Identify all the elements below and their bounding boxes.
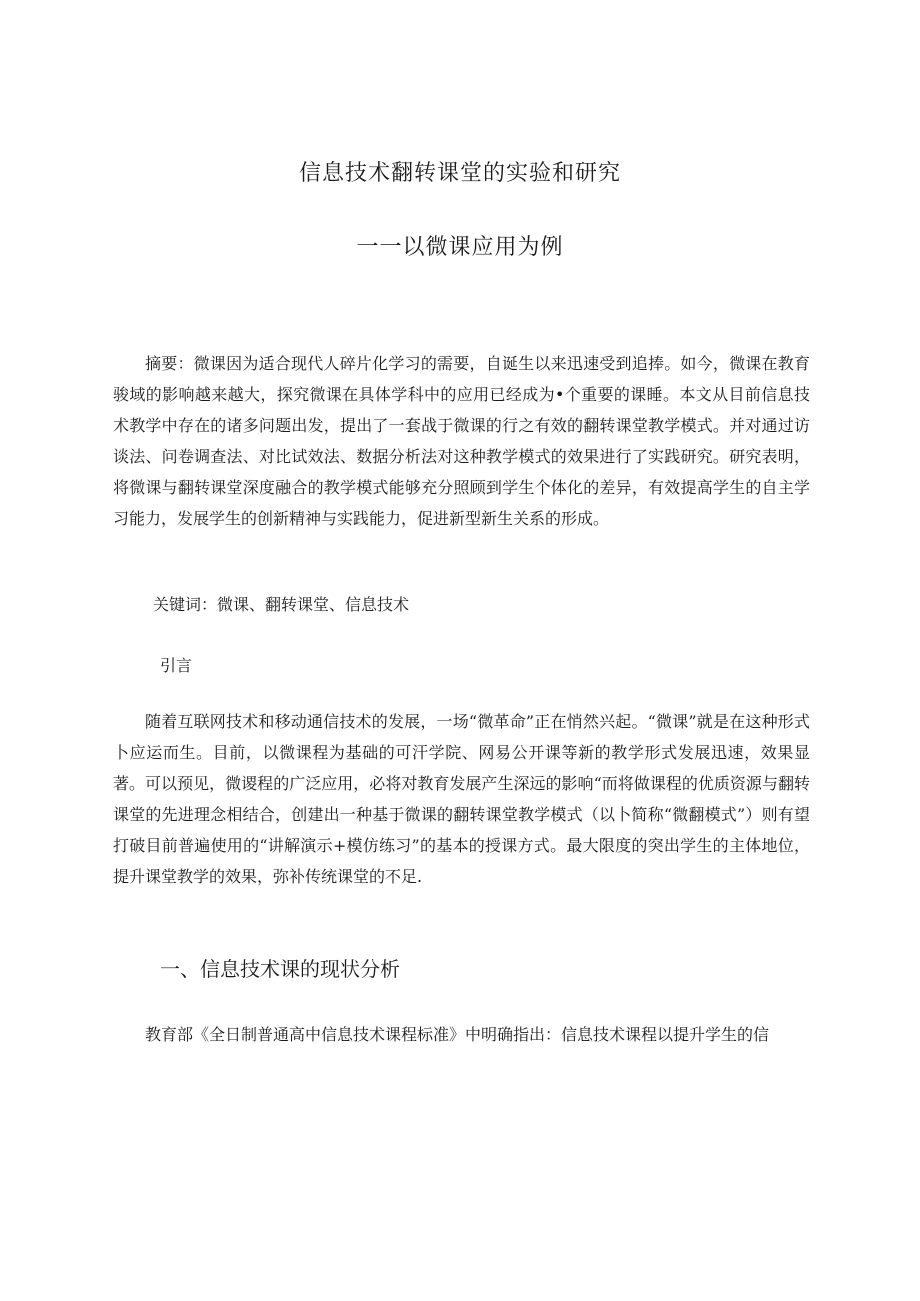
document-title: 信息技术翻转课堂的实验和研究	[298, 161, 621, 186]
document-subtitle: 一一以微课应用为例	[356, 235, 564, 260]
section-1-paragraph: 教育部《全日制普通高中信息技术课程标准》中明确指出：信息技术课程以提升学生的信	[145, 1025, 770, 1044]
introduction-paragraph: 随着互联网技术和移动通信技术的发展，一场“微革命”正在悄然兴起。“微课”就是在这种形式卜应运而生。目前，以微课程为基础的可汗学院、网易公开课等新的教学形式发展迅速，效果显著。可以预见，微谡程的广泛应用，必将对教育发展产生深远的影响“而将做课程的优质资源与翻转课堂的先进理念相结合，创建出一种基于微课的翻转课堂教学模式（以卜简称“微翻模式”）则有望打破目前普遍使用的“讲解演示+模仿练习”的基本的授课方式。最大限度的突出学生的主体地位，提升课堂教学的效果，弥补传统课堂的不足.	[113, 712, 810, 886]
keywords-line: 关键词：微课、翻转课堂、信息技术	[153, 595, 410, 614]
section-1-heading: 一、信息技术课的现状分析	[160, 957, 400, 981]
abstract-paragraph: 摘要：微课因为适合现代人碎片化学习的需要，自诞生以来迅速受到追捧。如今，微课在教育骏域的影响越来越大，探究微课在具体学科中的应用已经成为•个重要的课睡。本文从目前信息技术教学中存在的诸多问题出发，提出了一套战于微课的行之有效的翻转课堂教学模式。并对通过访谈法、问卷调查法、对比试效法、数据分析法对这种教学模式的效果进行了实践研究。研究表明，将微课与翻转课堂深度融合的教学模式能够充分照顾到学生个体化的差异，有效提高学生的自主学习能力，发展学生的创新精神与实践能力，促进新型新生关系的形成。	[113, 354, 810, 528]
introduction-heading: 引言	[160, 656, 193, 675]
